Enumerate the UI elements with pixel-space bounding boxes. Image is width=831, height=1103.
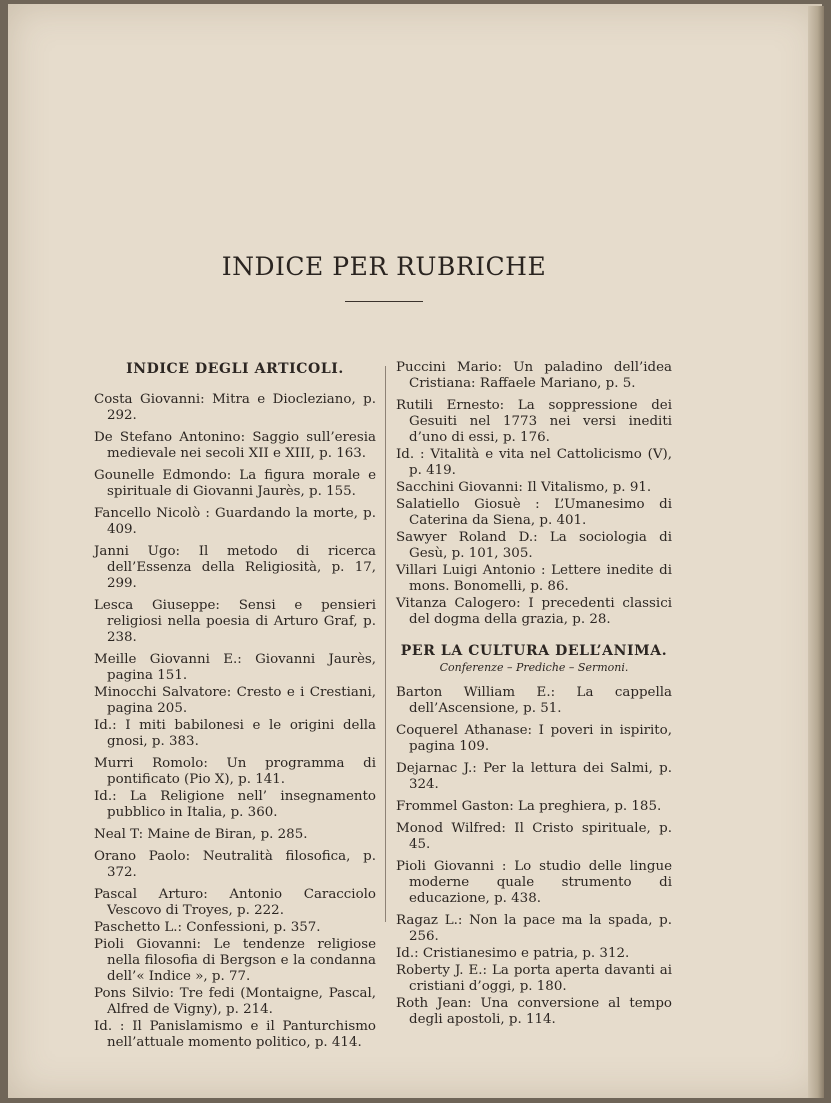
index-entry: Roberty J. E.: La porta aperta davanti ai cristiani d’oggi, p. 180. bbox=[396, 963, 672, 994]
index-entry: Gounelle Edmondo: La figura morale e spirituale di Giovanni Jaurès, p. 155. bbox=[94, 468, 376, 499]
index-entry: Monod Wilfred: Il Cristo spirituale, p. 45. bbox=[396, 821, 672, 852]
index-entry: Minocchi Salvatore: Cresto e i Crestiani, pagina 205. bbox=[94, 685, 376, 716]
index-entry: Fancello Nicolò : Guardando la morte, p. 409. bbox=[94, 506, 376, 537]
index-entry: Pascal Arturo: Antonio Caracciolo Vescovo di Troyes, p. 222. bbox=[94, 887, 376, 918]
index-entry: Ragaz L.: Non la pace ma la spada, p. 256. bbox=[396, 913, 672, 944]
articles-heading: INDICE DEGLI ARTICOLI. bbox=[126, 361, 344, 377]
index-entry: Sawyer Roland D.: La sociologia di Gesù, p. 101, 305. bbox=[396, 530, 672, 561]
index-entry: Janni Ugo: Il metodo di ricerca dell’Essenza della Religiosità, p. 17, 299. bbox=[94, 544, 376, 591]
index-entry: Pons Silvio: Tre fedi (Montaigne, Pascal, Alfred de Vigny), p. 214. bbox=[94, 986, 376, 1017]
column-divider bbox=[385, 366, 386, 922]
index-entry: Lesca Giuseppe: Sensi e pensieri religiosi nella poesia di Arturo Graf, p. 238. bbox=[94, 598, 376, 645]
page-title: INDICE PER RUBRICHE bbox=[221, 252, 547, 281]
index-entry: Roth Jean: Una conversione al tempo degli apostoli, p. 114. bbox=[396, 996, 672, 1027]
index-entry: Pioli Giovanni: Le tendenze religiose nella filosofia di Bergson e la condanna dell’« Indice », p. 77. bbox=[94, 937, 376, 984]
index-entry: Neal T: Maine de Biran, p. 285. bbox=[94, 827, 308, 842]
index-entry: Orano Paolo: Neutralità filosofica, p. 372. bbox=[94, 849, 376, 880]
culture-heading: PER LA CULTURA DELL’ANIMA. bbox=[400, 643, 668, 659]
index-entry: Villari Luigi Antonio : Lettere inedite di mons. Bonomelli, p. 86. bbox=[396, 563, 672, 594]
index-entry: Id. : Vitalità e vita nel Cattolicismo (V), p. 419. bbox=[396, 447, 672, 478]
index-entry: Id.: I miti babilonesi e le origini della gnosi, p. 383. bbox=[94, 718, 376, 749]
index-entry: Sacchini Giovanni: Il Vitalismo, p. 91. bbox=[396, 480, 652, 495]
right-column bbox=[396, 360, 672, 1034]
index-entry: Puccini Mario: Un paladino dell’idea Cristiana: Raffaele Mariano, p. 5. bbox=[396, 360, 672, 391]
left-column bbox=[94, 360, 376, 1057]
index-entry: Id.: Cristianesimo e patria, p. 312. bbox=[396, 946, 630, 961]
index-entry: Meille Giovanni E.: Giovanni Jaurès, pagina 151. bbox=[94, 652, 376, 683]
index-entry: Coquerel Athanase: I poveri in ispirito, pagina 109. bbox=[396, 723, 672, 754]
index-entry: Paschetto L.: Confessioni, p. 357. bbox=[94, 920, 321, 935]
index-entry: Id. : Il Panislamismo e il Panturchismo nell’attuale momento politico, p. 414. bbox=[94, 1019, 376, 1050]
index-entry: Id.: La Religione nell’ insegnamento pubblico in Italia, p. 360. bbox=[94, 789, 376, 820]
index-entry: Pioli Giovanni : Lo studio delle lingue moderne quale strumento di educazione, p. 438. bbox=[396, 859, 672, 906]
index-entry: Frommel Gaston: La preghiera, p. 185. bbox=[396, 799, 662, 814]
index-entry: Salatiello Giosuè : L’Umanesimo di Caterina da Siena, p. 401. bbox=[396, 497, 672, 528]
index-entry: Costa Giovanni: Mitra e Diocleziano, p. 292. bbox=[94, 392, 376, 423]
index-entry: Dejarnac J.: Per la lettura dei Salmi, p. 324. bbox=[396, 761, 672, 792]
title-rule bbox=[345, 301, 423, 302]
index-entry: De Stefano Antonino: Saggio sull’eresia medievale nei secoli XII e XIII, p. 163. bbox=[94, 430, 376, 461]
culture-subtitle: Conferenze – Prediche – Sermoni. bbox=[439, 661, 629, 674]
index-entry: Murri Romolo: Un programma di pontificato (Pio X), p. 141. bbox=[94, 756, 376, 787]
page-edge bbox=[808, 6, 824, 1098]
index-entry: Barton William E.: La cappella dell’Ascensione, p. 51. bbox=[396, 685, 672, 716]
index-entry: Rutili Ernesto: La soppressione dei Gesuiti nel 1773 nei versi inediti d’uno di essi, p. 176. bbox=[396, 398, 672, 445]
index-entry: Vitanza Calogero: I precedenti classici del dogma della grazia, p. 28. bbox=[396, 596, 672, 627]
